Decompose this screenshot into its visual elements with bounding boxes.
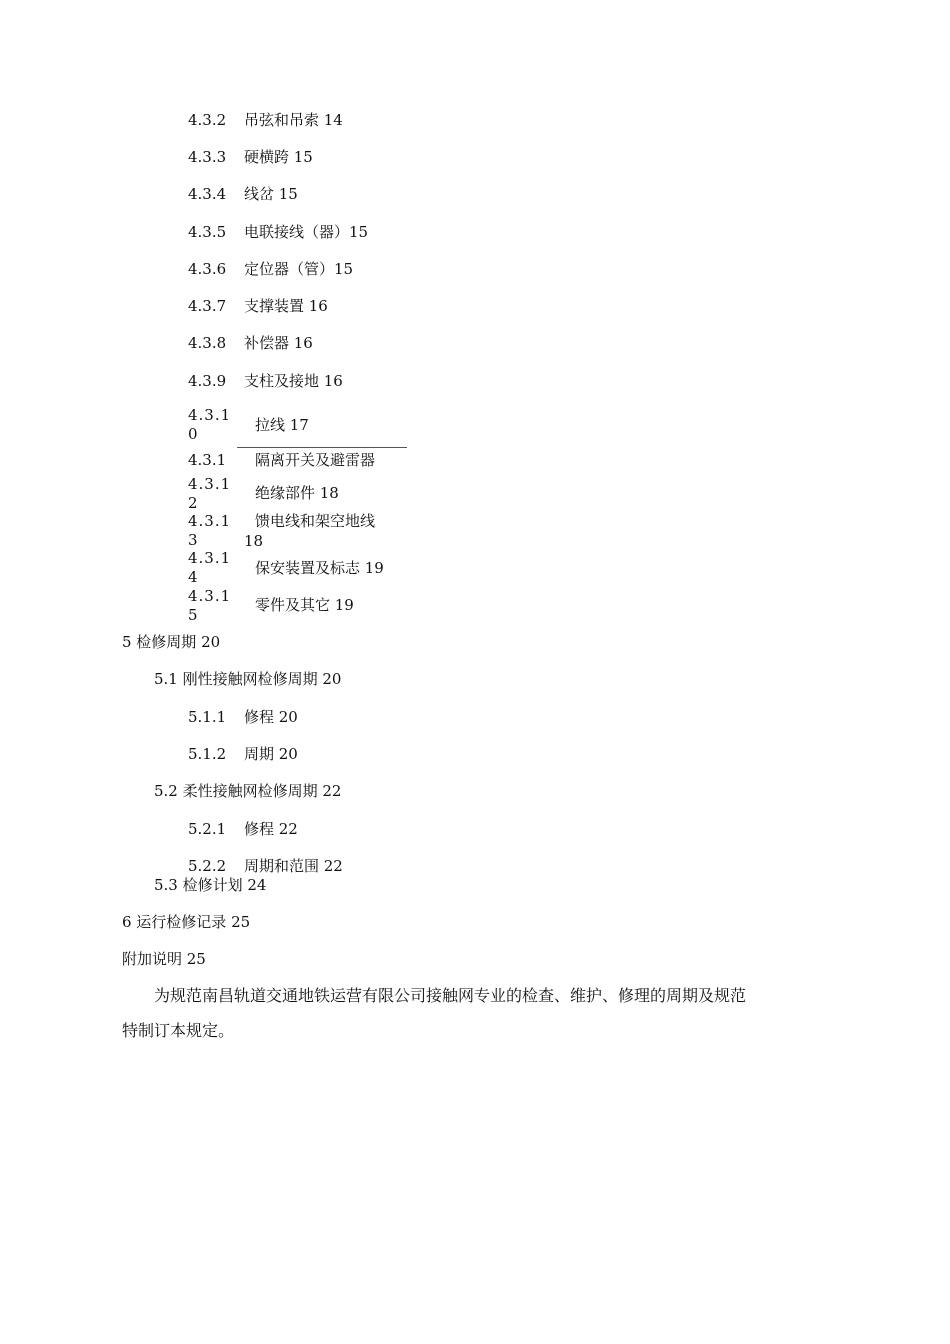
toc-title: 电联接线（器）15 (244, 223, 369, 241)
toc-number: 4.3.15 (188, 587, 232, 624)
toc-page-continued: 18 (244, 532, 264, 550)
toc-section-5-2[interactable]: 5.2 柔性接触网检修周期 22 (154, 782, 342, 800)
toc-number: 4.3.3 (188, 148, 227, 166)
toc-title: 隔离开关及避雷器 (255, 451, 376, 469)
toc-chapter-5[interactable]: 5 检修周期 20 (122, 633, 221, 651)
toc-number: 4.3.1 (188, 451, 227, 469)
toc-title: 支撑装置 16 (244, 297, 328, 315)
toc-number: 5.2.1 (188, 820, 227, 838)
toc-title: 线岔 15 (244, 185, 298, 203)
toc-title: 修程 22 (244, 820, 298, 838)
toc-number: 4.3.9 (188, 372, 227, 390)
table-rule (237, 447, 407, 448)
toc-number: 4.3.14 (188, 549, 232, 586)
toc-number: 4.3.7 (188, 297, 227, 315)
toc-section-5-3[interactable]: 5.3 检修计划 24 (154, 876, 267, 894)
toc-number: 4.3.5 (188, 223, 227, 241)
toc-title: 支柱及接地 16 (244, 372, 343, 390)
toc-title: 修程 20 (244, 708, 298, 726)
toc-title: 吊弦和吊索 14 (244, 111, 343, 129)
toc-appendix[interactable]: 附加说明 25 (122, 950, 206, 968)
toc-number: 5.2.2 (188, 857, 227, 875)
toc-number: 4.3.2 (188, 111, 227, 129)
toc-title: 定位器（管）15 (244, 260, 354, 278)
toc-title: 绝缘部件 18 (255, 484, 339, 502)
toc-number: 4.3.13 (188, 512, 232, 549)
body-paragraph-line-2: 特制订本规定。 (122, 1021, 235, 1040)
toc-title: 拉线 17 (255, 416, 309, 434)
toc-number: 4.3.6 (188, 260, 227, 278)
toc-number: 5.1.1 (188, 708, 227, 726)
toc-title: 馈电线和架空地线 (255, 512, 376, 530)
body-paragraph-line-1: 为规范南昌轨道交通地铁运营有限公司接触网专业的检查、维护、修理的周期及规范 (154, 986, 747, 1005)
toc-number: 4.3.8 (188, 334, 227, 352)
toc-number: 4.3.4 (188, 185, 227, 203)
toc-number: 4.3.10 (188, 406, 232, 443)
toc-title: 硬横跨 15 (244, 148, 313, 166)
toc-title: 零件及其它 19 (255, 596, 354, 614)
toc-title: 周期和范围 22 (244, 857, 343, 875)
toc-title: 补偿器 16 (244, 334, 313, 352)
toc-title: 保安装置及标志 19 (255, 559, 384, 577)
toc-chapter-6[interactable]: 6 运行检修记录 25 (122, 913, 251, 931)
toc-number: 5.1.2 (188, 745, 227, 763)
toc-title: 周期 20 (244, 745, 298, 763)
toc-number: 4.3.12 (188, 475, 232, 512)
toc-section-5-1[interactable]: 5.1 刚性接触网检修周期 20 (154, 670, 342, 688)
